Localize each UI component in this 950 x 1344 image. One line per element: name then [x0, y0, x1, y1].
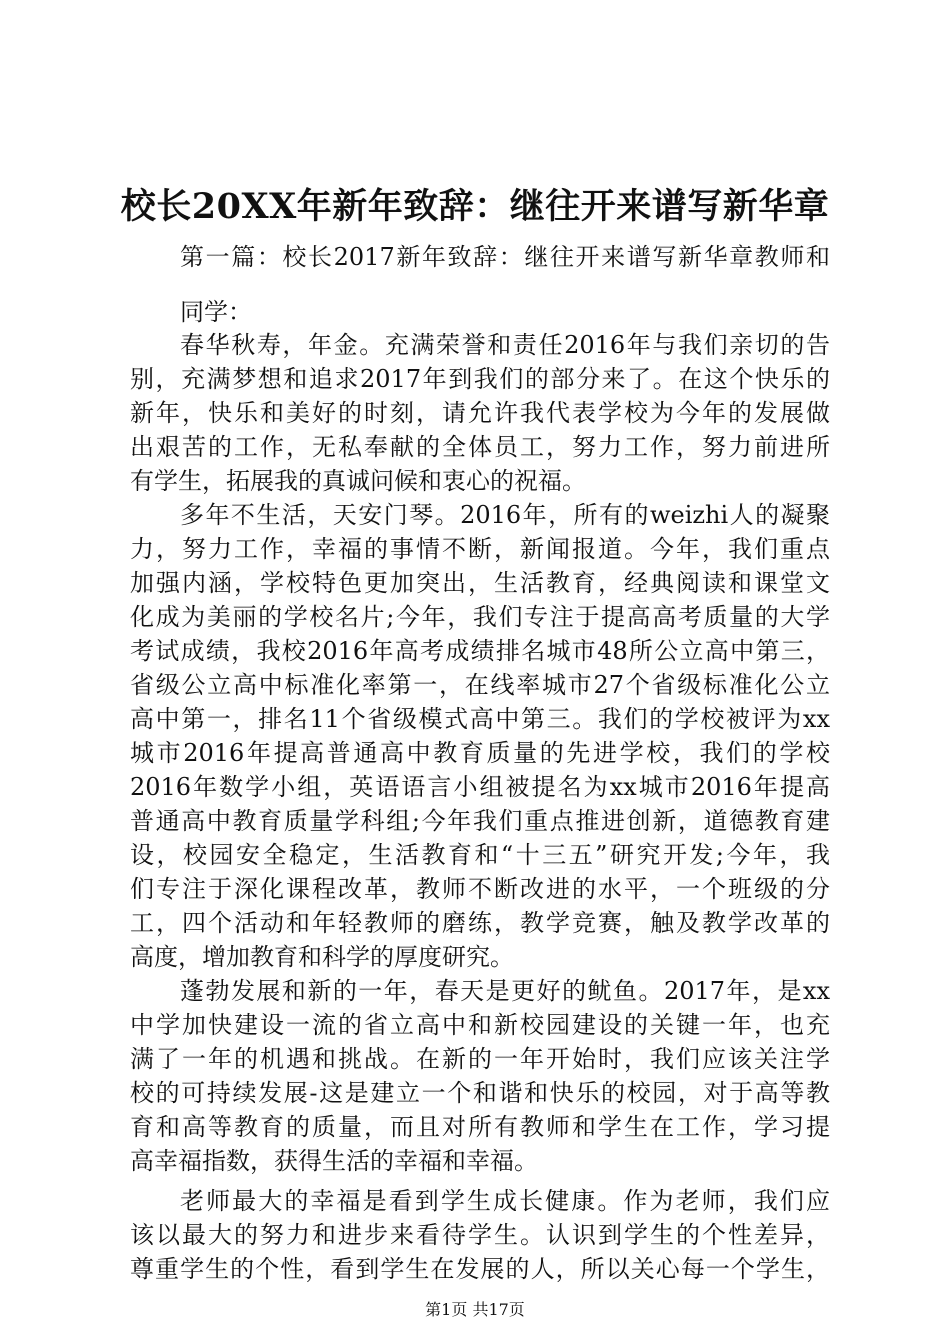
salutation-line: 同学： [180, 298, 252, 326]
page-number-footer: 第1页 共17页 [425, 1300, 525, 1319]
paragraph-2-line: 工，四个活动和年轻教师的磨练，教学竞赛，触及教学改革的 [130, 909, 830, 937]
paragraph-1-line: 春华秋寿，年金。充满荣誉和责任2016年与我们亲切的告 [180, 331, 830, 359]
paragraph-2-line: 化成为美丽的学校名片;今年，我们专注于提高高考质量的大学 [130, 603, 830, 631]
paragraph-2-line: 普通高中教育质量学科组;今年我们重点推进创新，道德教育建 [130, 807, 830, 835]
document-title: 校长20XX年新年致辞：继往开来谱写新华章 [120, 186, 830, 227]
paragraph-4-line: 尊重学生的个性，看到学生在发展的人，所以关心每一个学生， [130, 1255, 830, 1283]
paragraph-1-line: 有学生，拓展我的真诚问候和衷心的祝福。 [130, 467, 586, 495]
paragraph-3-line: 中学加快建设一流的省立高中和新校园建设的关键一年，也充 [130, 1011, 830, 1039]
paragraph-2-line: 省级公立高中标准化率第一，在线率城市27个省级标准化公立 [130, 671, 830, 699]
paragraph-1-line: 出艰苦的工作，无私奉献的全体员工，努力工作，努力前进所 [130, 433, 830, 461]
paragraph-3-line: 蓬勃发展和新的一年，春天是更好的鱿鱼。2017年，是xx [180, 977, 830, 1005]
paragraph-1-line: 别，充满梦想和追求2017年到我们的部分来了。在这个快乐的 [130, 365, 830, 393]
paragraph-3-line: 高幸福指数，获得生活的幸福和幸福。 [130, 1147, 538, 1175]
paragraph-3-line: 校的可持续发展-这是建立一个和谐和快乐的校园，对于高等教 [130, 1079, 830, 1107]
paragraph-1-line: 新年，快乐和美好的时刻，请允许我代表学校为今年的发展做 [130, 399, 830, 427]
paragraph-2-line: 城市2016年提高普通高中教育质量的先进学校，我们的学校 [130, 739, 830, 767]
paragraph-4-line: 老师最大的幸福是看到学生成长健康。作为老师，我们应 [180, 1187, 830, 1215]
paragraph-3-line: 满了一年的机遇和挑战。在新的一年开始时，我们应该关注学 [130, 1045, 830, 1073]
paragraph-3-line: 育和高等教育的质量，而且对所有教师和学生在工作，学习提 [130, 1113, 830, 1141]
paragraph-2-line: 力，努力工作，幸福的事情不断，新闻报道。今年，我们重点 [130, 535, 830, 563]
paragraph-2-line: 加强内涵，学校特色更加突出，生活教育，经典阅读和课堂文 [130, 569, 830, 597]
paragraph-2-line: 设，校园安全稳定，生活教育和“十三五”研究开发;今年，我 [130, 841, 830, 869]
paragraph-2-line: 考试成绩，我校2016年高考成绩排名城市48所公立高中第三， [130, 637, 830, 665]
paragraph-2-line: 高中第一，排名11个省级模式高中第三。我们的学校被评为xx [130, 705, 830, 733]
paragraph-2-line: 多年不生活，天安门琴。2016年，所有的weizhi人的凝聚 [180, 501, 830, 529]
subtitle-line: 第一篇：校长2017新年致辞：继往开来谱写新华章教师和 [180, 243, 830, 271]
paragraph-2-line: 2016年数学小组，英语语言小组被提名为xx城市2016年提高 [130, 773, 830, 801]
paragraph-2-line: 高度，增加教育和科学的厚度研究。 [130, 943, 514, 971]
paragraph-2-line: 们专注于深化课程改革，教师不断改进的水平，一个班级的分 [130, 875, 830, 903]
paragraph-4-line: 该以最大的努力和进步来看待学生。认识到学生的个性差异， [130, 1221, 830, 1249]
